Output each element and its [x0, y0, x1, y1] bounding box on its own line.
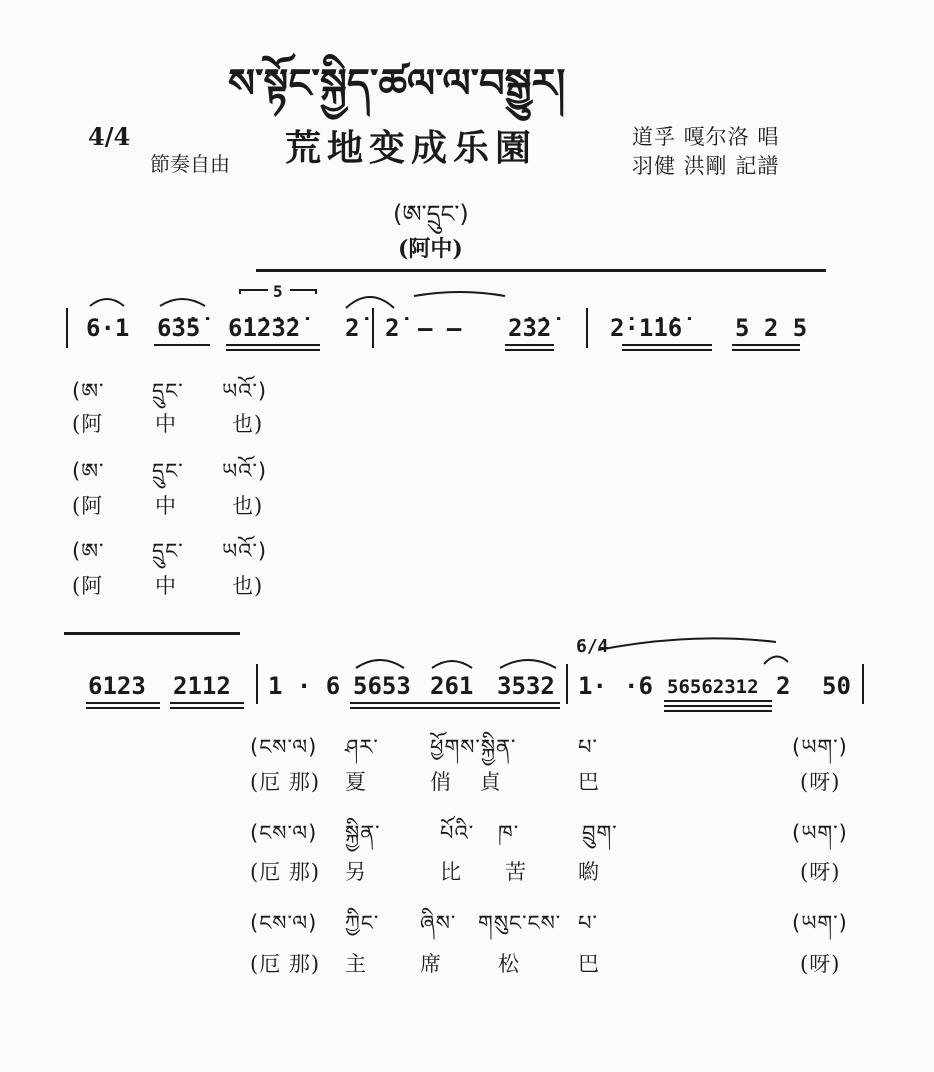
slur: [346, 297, 394, 308]
tempo-marking: 節奏自由: [150, 152, 230, 176]
slur: [598, 638, 776, 650]
lyric-word: (阿: [72, 494, 104, 518]
lyric-word: ཁ་: [498, 821, 520, 845]
slur: [90, 299, 124, 306]
tibetan-title: ས་སྟོང་སྐྱིད་ཚལ་ལ་བསྒྱུར།: [228, 61, 566, 107]
lyric-word: (呀): [800, 860, 841, 884]
note-group: 6·1: [86, 314, 130, 342]
lyric-word: (厄 那): [250, 770, 321, 794]
subtitle-chinese: (阿中): [398, 236, 463, 262]
lyric-word: ཤར་: [345, 735, 379, 759]
lyric-word: 也): [232, 494, 264, 518]
lyric-word: 中: [155, 574, 177, 598]
lyric-word: དྲུང་: [152, 379, 184, 403]
tuplet-bracket: [240, 290, 316, 294]
lyric-word: གསུང་ངས་: [478, 911, 562, 935]
note-group: 2̇: [385, 314, 400, 342]
lyric-word: 另: [345, 860, 367, 884]
lyric-word: 苦: [505, 860, 527, 884]
slur: [432, 661, 472, 668]
lyric-word: 喲: [578, 860, 600, 884]
slur: [764, 656, 788, 664]
slur: [500, 660, 556, 668]
slur: [414, 292, 505, 296]
lyric-word: (ངས་ལ): [250, 821, 318, 845]
tuplet-number: 5: [273, 282, 283, 301]
note-group: 56562312: [667, 676, 759, 698]
lyric-word: དྲུང་: [152, 539, 184, 563]
lyric-word: 中: [155, 494, 177, 518]
note-group: 1·: [578, 672, 607, 700]
note-group: 5653: [353, 672, 411, 700]
note-group: 6123: [88, 672, 146, 700]
lyric-word: ཡའོ་): [222, 459, 268, 483]
lyric-word: (ཡག་): [792, 911, 848, 935]
note-group: 2̇: [345, 314, 360, 342]
lyric-word: 也): [232, 412, 264, 436]
lyric-word: (ཡག་): [792, 821, 848, 845]
lyric-word: དྲུང་: [152, 459, 184, 483]
time-change: 6/4: [576, 636, 609, 657]
lyric-word: 夏: [345, 770, 367, 794]
lyric-word: 也): [232, 574, 264, 598]
lyric-word: (ཨ་: [72, 459, 105, 483]
singer-credit: 道孚 嘎尔洛 唱: [632, 125, 780, 149]
note-group: 261: [430, 672, 474, 700]
lyric-word: (ངས་ལ): [250, 911, 318, 935]
lyric-word: (ངས་ལ): [250, 735, 318, 759]
note-group: ·6: [624, 672, 653, 700]
lyric-word: (阿: [72, 412, 104, 436]
lyric-word: (阿: [72, 574, 104, 598]
note-group: 50: [822, 672, 851, 700]
lyric-word: (ཡག་): [792, 735, 848, 759]
subtitle-tibetan: (ཨ་དྲུང་): [393, 200, 469, 228]
lyric-word: 主: [345, 952, 367, 976]
lyric-word: ཡའོ་): [222, 539, 268, 563]
note-group: 6̇3̇5̇: [157, 314, 201, 342]
note-group: 1 · 6: [268, 672, 341, 700]
lyric-word: (ཨ་: [72, 539, 105, 563]
note-group: 5 2 5: [735, 314, 808, 342]
slur: [356, 660, 404, 668]
note-group: 2: [776, 672, 791, 700]
lyric-word: 席: [420, 952, 442, 976]
lyric-word: པོའི་: [440, 821, 475, 845]
note-group: — —: [418, 314, 462, 342]
lyric-word: 比: [440, 860, 462, 884]
lyric-word: ཡའོ་): [222, 379, 268, 403]
lyric-word: 俏 貞: [430, 770, 502, 794]
lyric-word: ཕྱོགས་སྐྱིན་: [430, 735, 517, 759]
notation-credit: 羽健 洪剛 記譜: [632, 154, 780, 178]
note-group: 2112: [173, 672, 231, 700]
lyric-word: (厄 那): [250, 860, 321, 884]
lyric-word: 中: [155, 412, 177, 436]
song-title: 荒地变成乐園: [285, 127, 538, 169]
note-group: 6̇1̇2̇3̇2̇: [228, 314, 301, 342]
note-group: 3532: [497, 672, 555, 700]
lyric-word: (厄 那): [250, 952, 321, 976]
note-group: 2̇·1̇1̇6̇: [610, 314, 683, 342]
note-group: 2̇3̇2̇: [508, 314, 552, 342]
lyric-word: ཀྱིང་: [345, 911, 380, 935]
lyric-word: བྲུག་: [582, 821, 618, 845]
lyric-word: སྐྱིན་: [345, 821, 381, 845]
lyric-word: 巴: [578, 952, 600, 976]
slur: [160, 299, 205, 306]
lyric-word: ཞིས་: [420, 911, 457, 935]
lyric-word: (ཨ་: [72, 379, 105, 403]
lyric-word: (呀): [800, 770, 841, 794]
lyric-word: 松: [498, 952, 520, 976]
time-signature: 4/4: [88, 122, 131, 151]
lyric-word: པ་: [578, 735, 598, 759]
lyric-word: 巴: [578, 770, 600, 794]
lyric-word: པ་: [578, 911, 598, 935]
lyric-word: (呀): [800, 952, 841, 976]
